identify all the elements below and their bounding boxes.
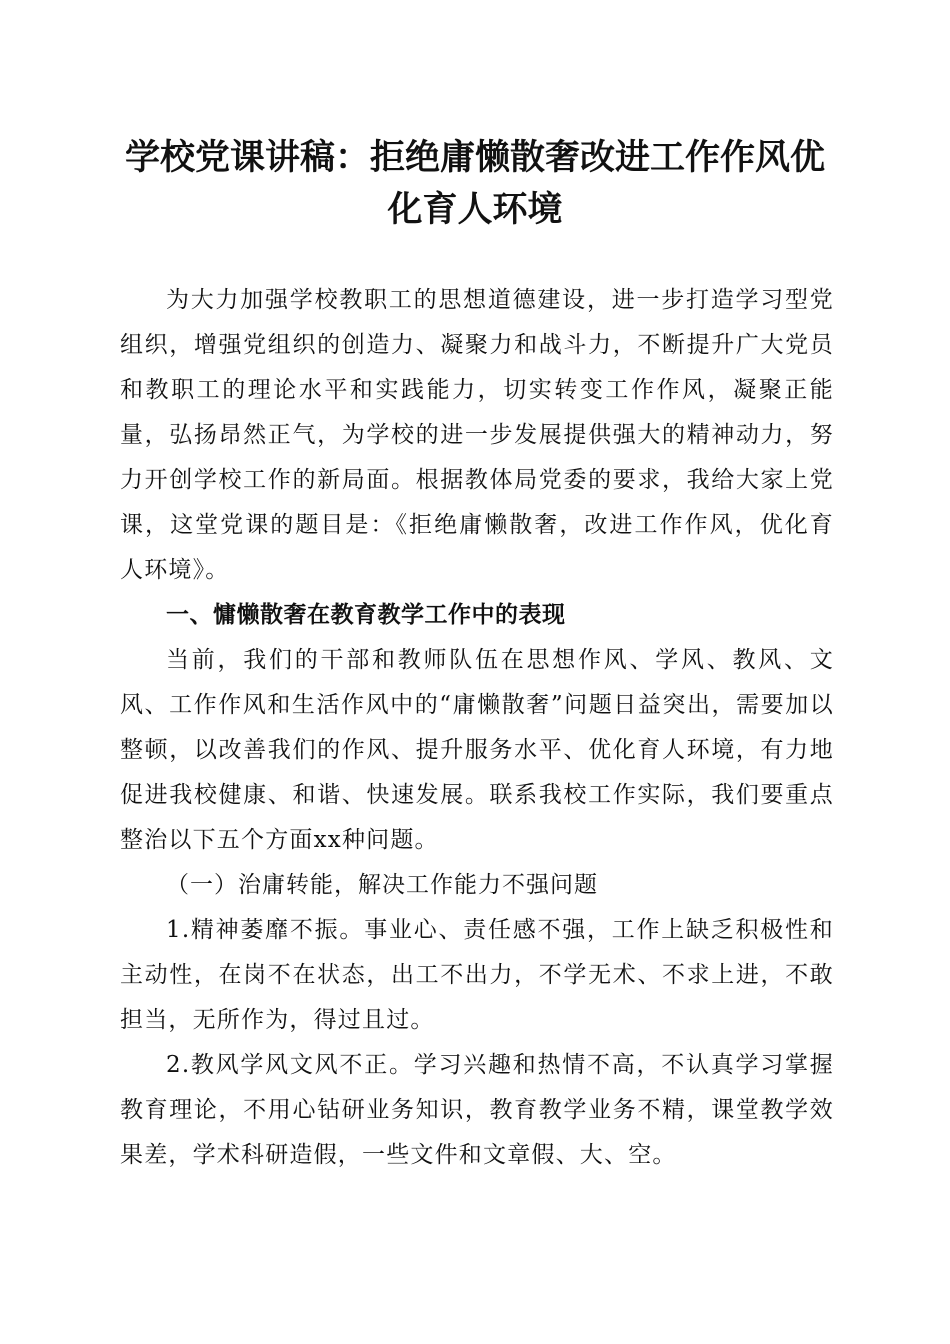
document-body — [120, 278, 834, 1178]
list-item-2: 2.教风学风文风不正。学习兴趣和热情不高，不认真学习掌握教育理论，不用心钻研业务知识，教育教学业务不精，课堂教学效果差，学术科研造假，一些文件和文章假、大、空。 — [120, 1052, 834, 1168]
document-title — [110, 132, 840, 236]
list-item-1: 1.精神萎靡不振。事业心、责任感不强，工作上缺乏积极性和主动性，在岗不在状态，出工不出力，不学无术、不求上进，不敢担当，无所作为，得过且过。 — [120, 917, 834, 1033]
subsection-heading-1: （一）治庸转能，解决工作能力不强问题 — [166, 872, 598, 898]
section-heading-1: 一、慵懒散奢在教育教学工作中的表现 — [166, 602, 566, 628]
intro-paragraph: 为大力加强学校教职工的思想道德建设，进一步打造学习型党组织，增强党组织的创造力、凝聚力和战斗力，不断提升广大党员和教职工的理论水平和实践能力，切实转变工作作风，凝聚正能量，弘扬昂然正气，为学校的进一步发展提供强大的精神动力，努力开创学校工作的新局面。根据教体局党委的要求，我给大家上党课，这堂党课的题目是：《拒绝庸懒散奢，改进工作作风，优化育人环境》。 — [120, 287, 834, 583]
title-line-1: 学校党课讲稿：拒绝庸懒散奢改进工作作风优 — [124, 137, 825, 178]
title-line-2: 化育人环境 — [387, 189, 563, 230]
section-1-paragraph: 当前，我们的干部和教师队伍在思想作风、学风、教风、文风、工作作风和生活作风中的“庸懒散奢”问题日益突出，需要加以整顿，以改善我们的作风、提升服务水平、优化育人环境，有力地促进我校健康、和谐、快速发展。联系我校工作实际，我们要重点整治以下五个方面xx种问题。 — [120, 647, 834, 853]
